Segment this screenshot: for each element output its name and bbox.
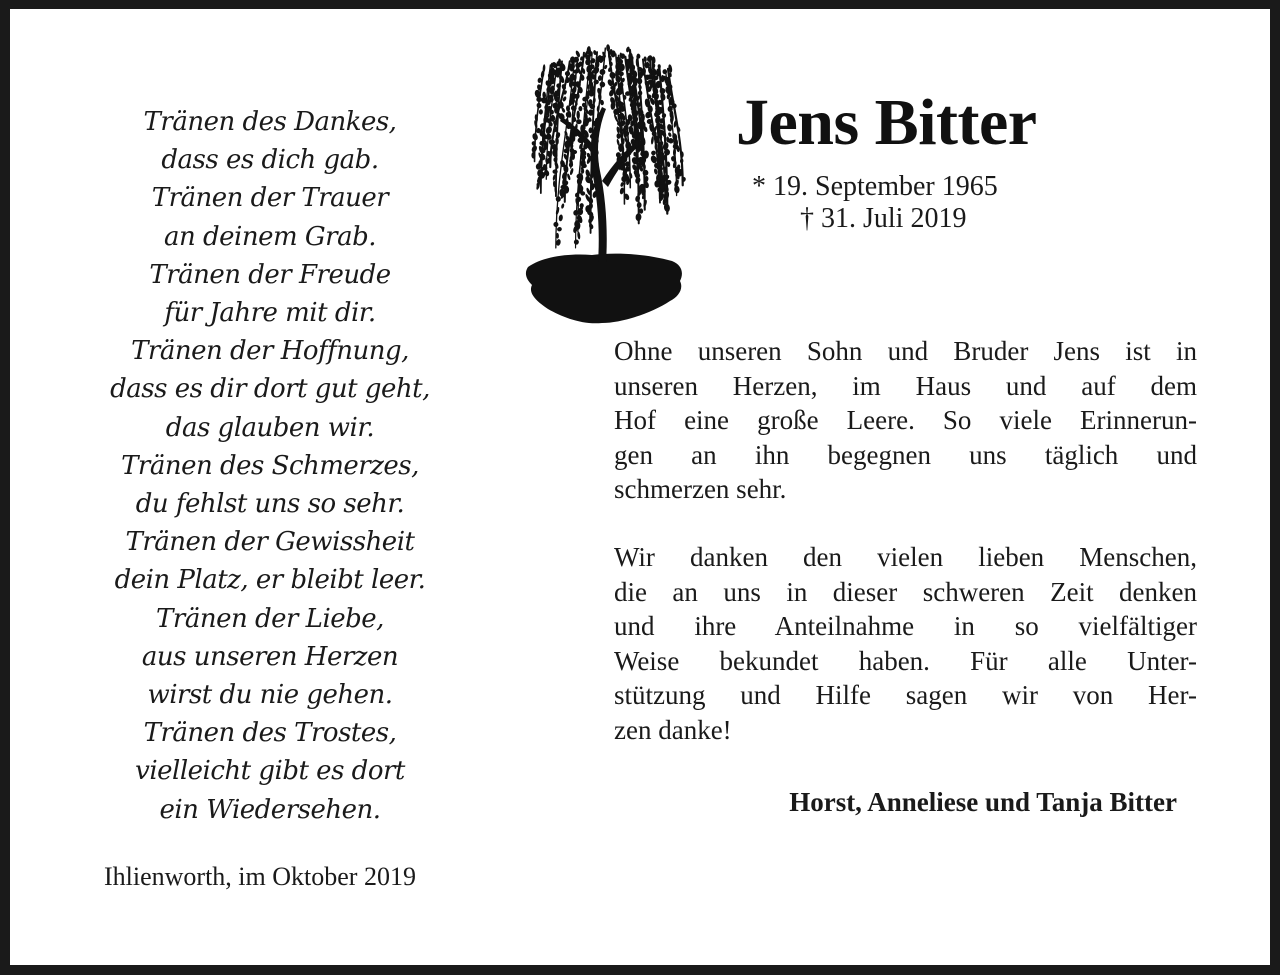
text-line: Weise bekundet haben. Für alle Unter- xyxy=(614,645,1197,676)
text-line: stützung und Hilfe sagen wir von Her- xyxy=(614,680,1197,711)
message-paragraph-1 xyxy=(614,334,1197,507)
text-line: die an uns in dieser schweren Zeit denken xyxy=(614,576,1197,607)
memorial-poem xyxy=(90,103,450,829)
signature: Horst, Anneliese und Tanja Bitter xyxy=(789,787,1177,817)
text-line: unseren Herzen, im Haus und auf dem xyxy=(614,370,1197,401)
poem-line: dass es dich gab. xyxy=(161,145,379,176)
poem-line: Tränen der Hoffnung, xyxy=(131,336,409,367)
poem-line: Tränen der Freude xyxy=(149,259,391,290)
text-line: und ihre Anteilnahme in so vielfältiger xyxy=(614,611,1197,642)
birth-date: * 19. September 1965 xyxy=(752,171,998,202)
poem-line: Tränen des Schmerzes, xyxy=(121,450,419,481)
weeping-willow-icon xyxy=(522,31,687,326)
poem-line: ein Wiedersehen. xyxy=(159,794,381,825)
poem-line: an deinem Grab. xyxy=(163,221,376,252)
text-line: Hof eine große Leere. So viele Erinnerun- xyxy=(614,405,1197,436)
death-date: † 31. Juli 2019 xyxy=(800,203,967,234)
text-line: schmerzen sehr. xyxy=(614,474,787,505)
text-line: Ohne unseren Sohn und Bruder Jens ist in xyxy=(614,336,1197,366)
poem-line: du fehlst uns so sehr. xyxy=(135,489,405,520)
poem-line: das glauben wir. xyxy=(165,412,375,443)
poem-line: vielleicht gibt es dort xyxy=(135,756,405,787)
poem-line: dass es dir dort gut geht, xyxy=(110,374,430,405)
place-and-date: Ihlienworth, im Oktober 2019 xyxy=(104,862,416,891)
text-line: gen an ihn begegnen uns täglich und xyxy=(614,439,1197,470)
text-line: Wir danken den vielen lieben Menschen, xyxy=(614,542,1197,572)
poem-line: Tränen des Dankes, xyxy=(143,107,397,137)
poem-line: aus unseren Herzen xyxy=(141,641,399,672)
poem-line: Tränen der Trauer xyxy=(151,183,389,214)
poem-line: wirst du nie gehen. xyxy=(147,680,393,711)
message-paragraph-2 xyxy=(614,540,1197,748)
poem-line: Tränen der Gewissheit xyxy=(125,527,415,558)
poem-line: für Jahre mit dir. xyxy=(164,298,376,329)
poem-line: dein Platz, er bleibt leer. xyxy=(114,565,426,596)
poem-line: Tränen des Trostes, xyxy=(143,718,397,749)
deceased-name: Jens Bitter xyxy=(736,86,1037,159)
text-line: zen danke! xyxy=(614,714,732,745)
poem-line: Tränen der Liebe, xyxy=(156,603,384,634)
